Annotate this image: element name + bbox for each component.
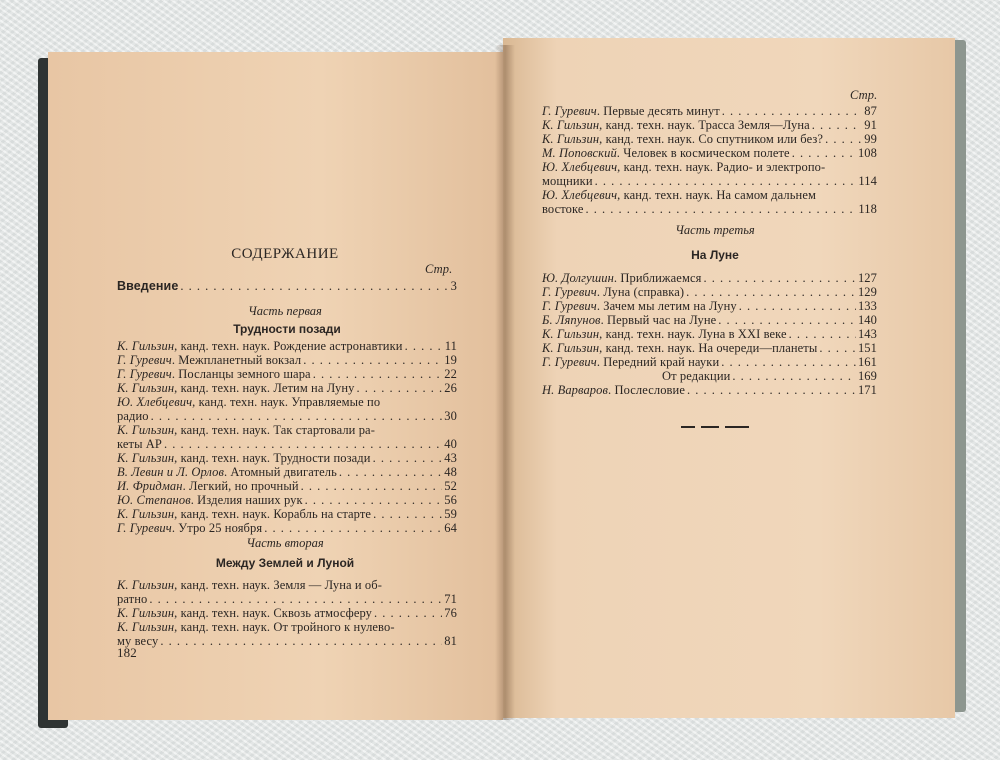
toc-entry	[117, 493, 457, 507]
entry-page: 64	[444, 521, 457, 535]
leader-dots	[301, 479, 443, 493]
part2-label: Часть вторая	[246, 536, 324, 550]
page-number: 182	[117, 645, 137, 660]
entry-author: К. Гильзин	[117, 620, 175, 634]
entry-author: К. Гильзин	[117, 339, 175, 353]
toc-entry	[117, 465, 457, 479]
toc-entry	[117, 353, 457, 367]
entry-title: , канд. техн. наук. Со спутником или без?	[599, 132, 824, 146]
page-column-label-right: Стр.	[850, 88, 878, 102]
toc-entry	[542, 285, 877, 299]
entry-author: И. Фридман	[117, 479, 183, 493]
entry-title: . Первые десять минут	[596, 104, 720, 118]
entry-title: . Послесловие	[608, 383, 685, 397]
entry-page: 48	[444, 465, 457, 479]
leader-dots	[732, 369, 856, 383]
entry-page: 59	[444, 507, 457, 521]
part2-heading: Между Землей и Луной	[215, 556, 355, 570]
end-rule-3	[725, 426, 749, 428]
entry-author: К. Гильзин	[542, 327, 600, 341]
entry-page: 169	[857, 369, 877, 383]
toc-entry	[117, 507, 457, 521]
entry-author: К. Гильзин	[542, 132, 600, 146]
entry-title: . Легкий, но прочный	[182, 479, 299, 493]
leader-dots	[703, 271, 855, 285]
leader-dots	[718, 313, 856, 327]
leader-dots	[792, 146, 856, 160]
entry-page: 40	[444, 437, 457, 451]
book-gutter	[495, 45, 515, 720]
entry-author: К. Гильзин	[117, 507, 175, 521]
toc-entry	[542, 271, 877, 285]
part1-label: Часть первая	[248, 304, 322, 318]
leader-dots	[812, 118, 863, 132]
leader-dots	[339, 465, 442, 479]
entry-title: , канд. техн. наук. Так стартовали ра-	[174, 423, 375, 437]
toc-entry	[542, 160, 877, 188]
part3-heading: На Луне	[691, 248, 739, 262]
page-column-label: Стр.	[425, 262, 453, 276]
entry-author: Г. Гуревич	[117, 367, 172, 381]
entry-title: , канд. техн. наук. Управляемые по	[192, 395, 381, 409]
toc-entry	[117, 381, 457, 395]
leader-dots	[687, 383, 856, 397]
entry-author: Б. Ляпунов	[542, 313, 601, 327]
toc-list-part1	[117, 339, 457, 535]
entry-author: Г. Гуревич	[542, 355, 597, 369]
toc-list-right-top	[542, 104, 877, 216]
entry-author: К. Гильзин	[117, 381, 175, 395]
toc-entry	[542, 313, 877, 327]
toc-entry	[117, 521, 457, 535]
leader-dots	[356, 381, 442, 395]
entry-author: Г. Гуревич	[542, 299, 597, 313]
entry-page: 11	[444, 339, 457, 353]
entry-title: . Посланцы земного шара	[171, 367, 311, 381]
entry-title: , канд. техн. наук. Радио- и электропо-	[617, 160, 826, 174]
entry-page: 114	[858, 174, 877, 188]
entry-page: 30	[444, 409, 457, 423]
leader-dots	[789, 327, 856, 341]
toc-entry	[542, 104, 877, 118]
toc-list-part3	[542, 271, 877, 397]
toc-entry	[117, 367, 457, 381]
entry-page: 26	[444, 381, 457, 395]
end-rule-1	[681, 426, 695, 428]
toc-entry	[542, 327, 877, 341]
entry-author: Г. Гуревич	[542, 285, 597, 299]
leader-dots	[686, 285, 856, 299]
entry-title: ратно	[117, 592, 148, 606]
entry-title: . Человек в космическом полете	[616, 146, 790, 160]
entry-title: . Зачем мы летим на Луну	[596, 299, 737, 313]
toc-entry	[117, 479, 457, 493]
leader-dots	[313, 367, 443, 381]
entry-author: К. Гильзин	[542, 341, 600, 355]
entry-author: В. Левин и Л. Орлов	[117, 465, 224, 479]
entry-author: К. Гильзин	[117, 606, 175, 620]
entry-title: , канд. техн. наук. На самом дальнем	[617, 188, 816, 202]
entry-title: , канд. техн. наук. Корабль на старте	[174, 507, 372, 521]
entry-title: , канд. техн. наук. Земля — Луна и об-	[174, 578, 382, 592]
entry-title: , канд. техн. наук. Луна в XXI веке	[599, 327, 787, 341]
entry-page: 22	[444, 367, 457, 381]
toc-entry	[117, 339, 457, 353]
entry-page: 127	[857, 271, 877, 285]
entry-author: К. Гильзин	[117, 578, 175, 592]
leader-dots	[721, 355, 856, 369]
leader-dots	[739, 299, 856, 313]
leader-dots	[585, 202, 856, 216]
entry-page: 99	[864, 132, 877, 146]
intro-page: 3	[450, 279, 457, 293]
leader-dots	[374, 606, 442, 620]
leader-dots	[373, 507, 442, 521]
toc-list-part2	[117, 578, 457, 648]
entry-page: 19	[444, 353, 457, 367]
toc-entry	[542, 341, 877, 355]
entry-title: . Приближаемся	[613, 271, 702, 285]
toc-entry	[117, 423, 457, 451]
leader-dots	[303, 353, 442, 367]
entry-title: , канд. техн. наук. Сквозь атмосферу	[174, 606, 373, 620]
toc-entry	[542, 118, 877, 132]
entry-title: От редакции	[662, 369, 731, 383]
entry-title: . Утро 25 ноября	[171, 521, 263, 535]
entry-page: 161	[857, 355, 877, 369]
entry-page: 140	[857, 313, 877, 327]
end-rule-2	[701, 426, 719, 428]
entry-title: . Изделия наших рук	[190, 493, 303, 507]
entry-page: 91	[864, 118, 877, 132]
toc-entry	[542, 383, 877, 397]
entry-title: . Атомный двигатель	[223, 465, 337, 479]
toc-entry	[542, 355, 877, 369]
entry-page: 108	[857, 146, 877, 160]
entry-title: , канд. техн. наук. Летим на Луну	[174, 381, 355, 395]
entry-author: Г. Гуревич	[117, 521, 172, 535]
entry-title: , канд. техн. наук. Рождение астронавтики	[174, 339, 403, 353]
entry-title: востоке	[542, 202, 584, 216]
entry-page: 81	[444, 634, 457, 648]
entry-author: Ю. Долгушин	[542, 271, 614, 285]
entry-page: 56	[444, 493, 457, 507]
entry-title: , канд. техн. наук. Трасса Земля—Луна	[599, 118, 810, 132]
leader-dots	[164, 437, 442, 451]
entry-author: Ю. Степанов	[117, 493, 191, 507]
leader-dots	[264, 521, 442, 535]
toc-entry	[542, 188, 877, 216]
entry-title: . Первый час на Луне	[600, 313, 717, 327]
toc-entry	[117, 578, 457, 606]
entry-author: М. Поповский	[542, 146, 617, 160]
entry-author: Н. Варваров	[542, 383, 609, 397]
toc-entry	[117, 620, 457, 648]
entry-page: 129	[857, 285, 877, 299]
entry-author: Г. Гуревич	[117, 353, 172, 367]
entry-title: , канд. техн. наук. На очереди—планеты	[599, 341, 818, 355]
entry-page: 171	[857, 383, 877, 397]
toc-entry	[117, 395, 457, 423]
entry-page: 143	[857, 327, 877, 341]
contents-title: СОДЕРЖАНИЕ	[231, 246, 339, 262]
leader-dots	[405, 339, 443, 353]
entry-title: му весу	[117, 634, 159, 648]
entry-title: мощники	[542, 174, 593, 188]
toc-entry	[542, 146, 877, 160]
toc-entry	[542, 132, 877, 146]
entry-title: радио	[117, 409, 149, 423]
leader-dots	[595, 174, 857, 188]
entry-title: . Передний край науки	[596, 355, 720, 369]
entry-title: . Луна (справка)	[596, 285, 685, 299]
entry-author: Ю. Хлебцевич	[542, 160, 618, 174]
entry-page: 76	[444, 606, 457, 620]
leader-dots	[160, 634, 442, 648]
leader-dots	[819, 341, 856, 355]
part3-label: Часть третья	[675, 223, 755, 237]
toc-entry	[542, 299, 877, 313]
leader-dots	[722, 104, 863, 118]
leader-dots	[151, 409, 443, 423]
entry-page: 133	[857, 299, 877, 313]
entry-title: , канд. техн. наук. Трудности позади	[174, 451, 371, 465]
toc-entry	[542, 369, 877, 383]
leader-dots	[149, 592, 442, 606]
intro-title: Введение	[117, 279, 179, 293]
entry-author: К. Гильзин	[117, 451, 175, 465]
entry-page: 118	[858, 202, 877, 216]
leader-dots	[825, 132, 862, 146]
entry-author: К. Гильзин	[542, 118, 600, 132]
intro-entry	[117, 279, 457, 293]
entry-title: . Межпланетный вокзал	[171, 353, 302, 367]
entry-page: 87	[864, 104, 877, 118]
entry-title: , канд. техн. наук. От тройного к нулево-	[174, 620, 395, 634]
entry-page: 43	[444, 451, 457, 465]
entry-author: К. Гильзин	[117, 423, 175, 437]
leader-dots	[373, 451, 443, 465]
leader-dots	[305, 493, 443, 507]
entry-author: Ю. Хлебцевич	[117, 395, 193, 409]
entry-page: 151	[857, 341, 877, 355]
entry-page: 52	[444, 479, 457, 493]
toc-entry	[117, 606, 457, 620]
entry-title: кеты АР	[117, 437, 162, 451]
entry-page: 71	[444, 592, 457, 606]
entry-author: Ю. Хлебцевич	[542, 188, 618, 202]
entry-author: Г. Гуревич	[542, 104, 597, 118]
toc-entry	[117, 451, 457, 465]
part1-heading: Трудности позади	[233, 322, 341, 336]
